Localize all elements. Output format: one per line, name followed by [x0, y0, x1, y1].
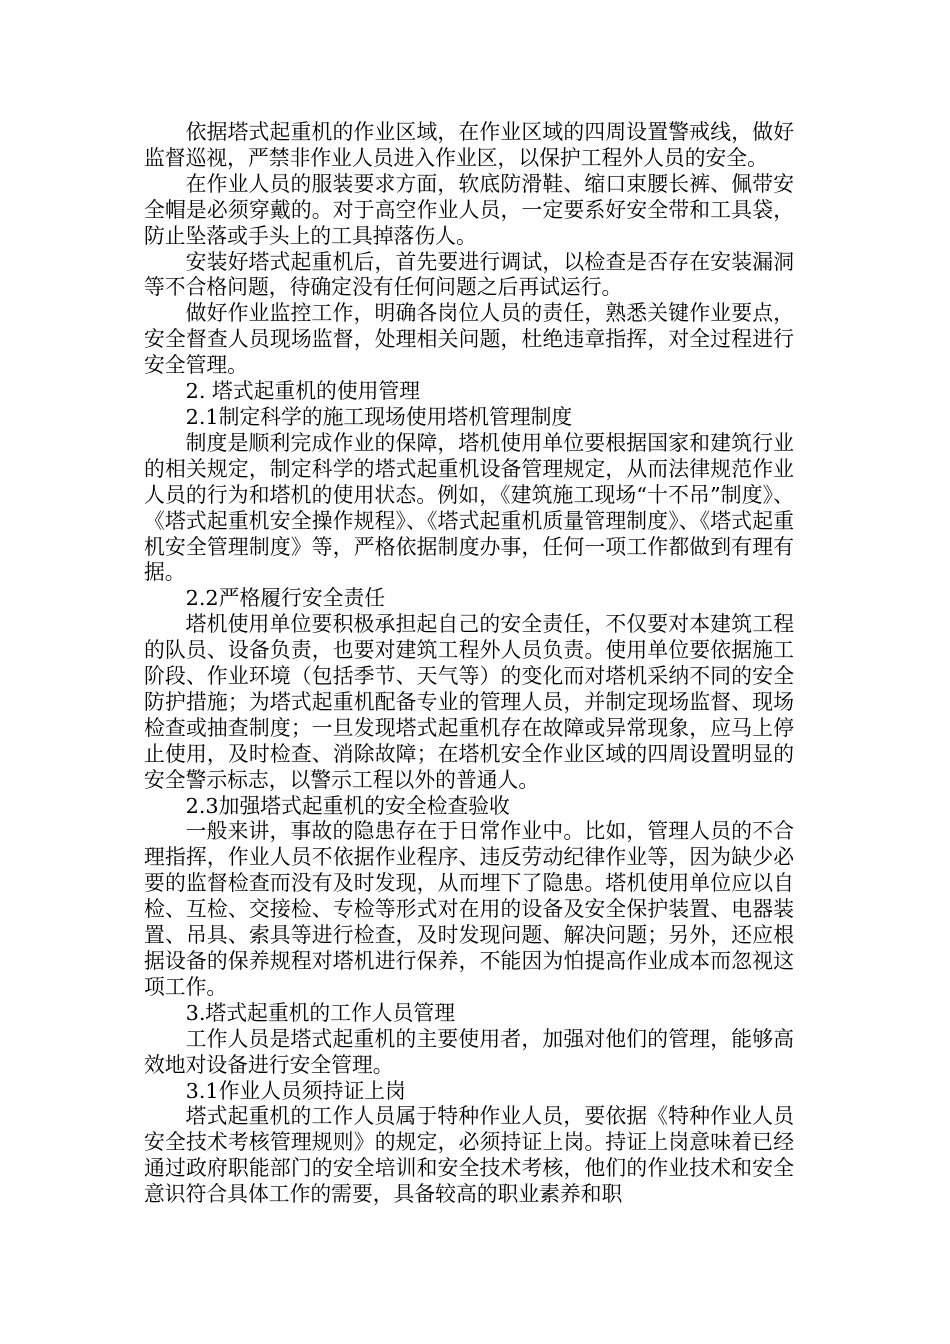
document-body	[144, 120, 794, 1208]
paragraph-installation-debugging: 安装好塔式起重机后，首先要进行调试，以检查是否存在安装漏洞等不合格问题，待确定没有任何问题之后再试运行。	[144, 249, 794, 300]
subsection-heading-3-1: 3.1作业人员须持证上岗	[185, 1078, 406, 1103]
paragraph-management-system: 制度是顺利完成作业的保障，塔机使用单位要根据国家和建筑行业的相关规定，制定科学的塔式起重机设备管理规定，从而法律规范作业人员的行为和塔机的使用状态。例如，《建筑施工现场“十不吊”制度》、《塔式起重机安全操作规程》、《塔式起重机质量管理制度》、《塔式起重机安全管理制度》等，严格依据制度办事，任何一项工作都做到有理有据。	[144, 430, 794, 585]
paragraph-staff-intro: 工作人员是塔式起重机的主要使用者，加强对他们的管理，能够高效地对设备进行安全管理。	[144, 1026, 794, 1077]
section-heading-usage-management: 2. 塔式起重机的使用管理	[185, 379, 421, 404]
paragraph-safety-responsibility: 塔机使用单位要积极承担起自己的安全责任，不仅要对本建筑工程的队员、设备负责，也要对建筑工程外人员负责。使用单位要依据施工阶段、作业环境（包括季节、天气等）的变化而对塔机采纳不同的安全防护措施；为塔式起重机配备专业的管理人员，并制定现场监督、现场检查或抽查制度；一旦发现塔式起重机存在故障或异常现象，应马上停止使用，及时检查、消除故障；在塔机安全作业区域的四周设置明显的安全警示标志，以警示工程以外的普通人。	[144, 612, 794, 792]
paragraph-certified-operators: 塔式起重机的工作人员属于特种作业人员，要依据《特种作业人员安全技术考核管理规则》的规定，必须持证上岗。持证上岗意味着已经通过政府职能部门的安全培训和安全技术考核，他们的作业技术和安全意识符合具体工作的需要，具备较高的职业素养和职	[144, 1104, 794, 1207]
subsection-heading-2-3: 2.3加强塔式起重机的安全检查验收	[185, 793, 510, 818]
paragraph-safety-inspection: 一般来讲，事故的隐患存在于日常作业中。比如，管理人员的不合理指挥，作业人员不依据作业程序、违反劳动纪律作业等，因为缺少必要的监督检查而没有及时发现，从而埋下了隐患。塔机使用单位应以自检、互检、交接检、专检等形式对在用的设备及安全保护装置、电器装置、吊具、索具等进行检查，及时发现问题、解决问题；另外，还应根据设备的保养规程对塔机进行保养，不能因为怕提高作业成本而忽视这项工作。	[144, 819, 794, 999]
subsection-heading-2-2: 2.2严格履行安全责任	[185, 586, 386, 611]
subsection-heading-2-1: 2.1制定科学的施工现场使用塔机管理制度	[185, 404, 573, 429]
section-heading-staff-management: 3.塔式起重机的工作人员管理	[185, 1000, 455, 1025]
paragraph-clothing-requirements: 在作业人员的服装要求方面，软底防滑鞋、缩口束腰长裤、佩带安全帽是必须穿戴的。对于高空作业人员，一定要系好安全带和工具袋，防止坠落或手头上的工具掉落伤人。	[144, 171, 794, 248]
paragraph-operation-monitoring: 做好作业监控工作，明确各岗位人员的责任，熟悉关键作业要点，安全督查人员现场监督，处理相关问题，杜绝违章指挥，对全过程进行安全管理。	[144, 301, 794, 378]
paragraph-warning-zone: 依据塔式起重机的作业区域，在作业区域的四周设置警戒线，做好监督巡视，严禁非作业人员进入作业区，以保护工程外人员的安全。	[144, 120, 794, 170]
